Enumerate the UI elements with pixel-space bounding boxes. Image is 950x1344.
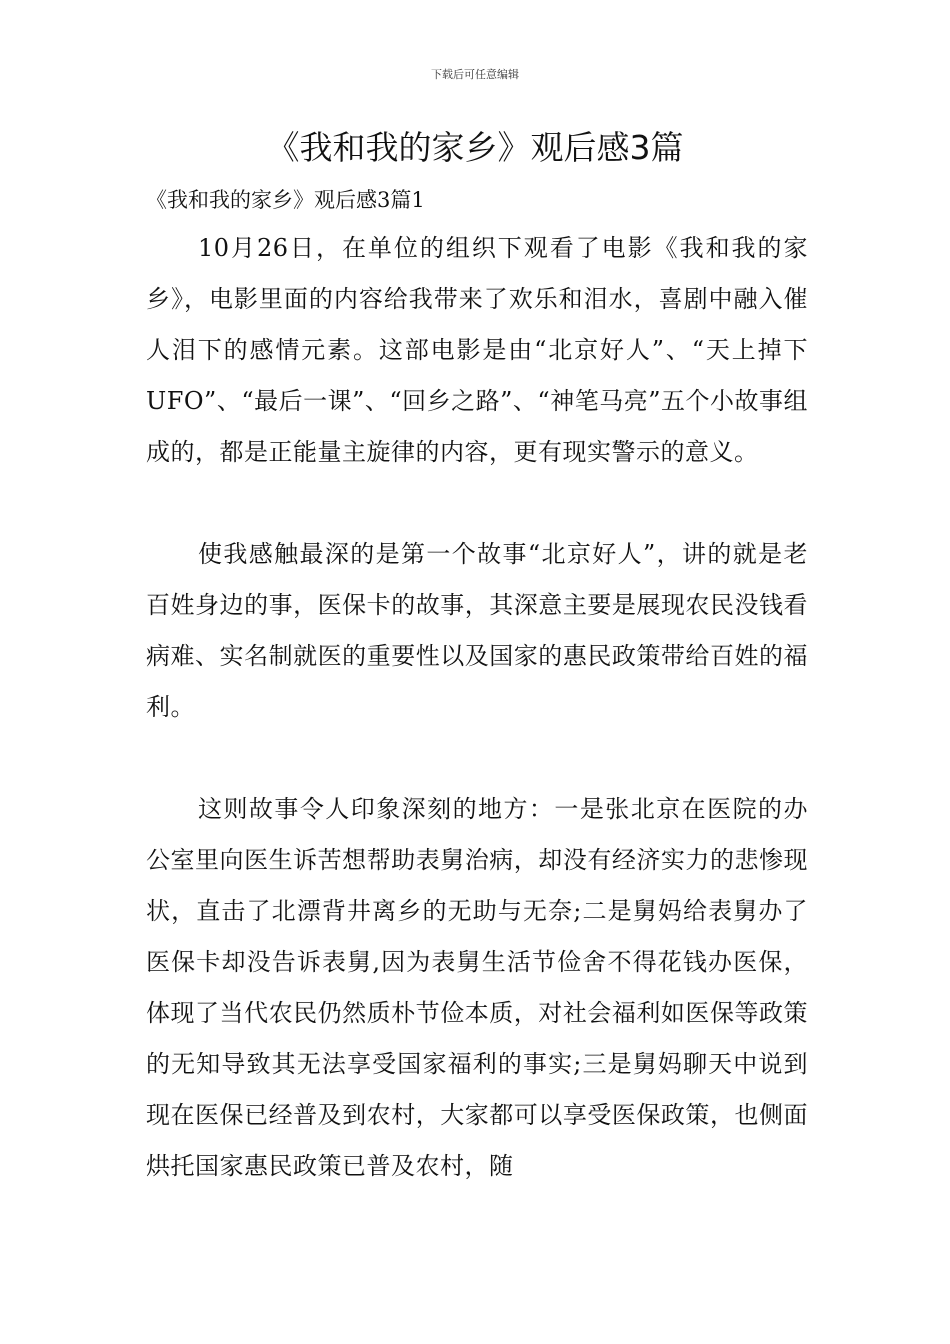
document-title: 《我和我的家乡》观后感3篇 [266, 128, 684, 167]
paragraph-1: 10月26日，在单位的组织下观看了电影《我和我的家乡》，电影里面的内容给我带来了欢乐和泪水，喜剧中融入催人泪下的感情元素。这部电影是由“北京好人”、“天上掉下UFO”、“最后一课”、“回乡之路”、“神笔马亮”五个小故事组成的，都是正能量主旋律的内容，更有现实警示的意义。 [146, 234, 808, 466]
paragraph-spacer [146, 733, 808, 784]
paragraph-3: 这则故事令人印象深刻的地方：一是张北京在医院的办公室里向医生诉苦想帮助表舅治病，却没有经济实力的悲惨现状，直击了北漂背井离乡的无助与无奈;二是舅妈给表舅办了医保卡却没告诉表舅,因为表舅生活节俭舍不得花钱办医保，体现了当代农民仍然质朴节俭本质，对社会福利如医保等政策的无知导致其无法享受国家福利的事实;三是舅妈聊天中说到现在医保已经普及到农村，大家都可以享受医保政策，也侧面烘托国家惠民政策已普及农村，随 [146, 795, 808, 1180]
header-note: 下载后可任意编辑 [431, 68, 519, 81]
paragraph-2: 使我感触最深的是第一个故事“北京好人”，讲的就是老百姓身边的事，医保卡的故事，其深意主要是展现农民没钱看病难、实名制就医的重要性以及国家的惠民政策带给百姓的福利。 [146, 540, 808, 721]
section-subtitle: 《我和我的家乡》观后感3篇1 [146, 188, 425, 212]
paragraph-spacer [146, 478, 808, 529]
document-body [146, 183, 808, 1192]
